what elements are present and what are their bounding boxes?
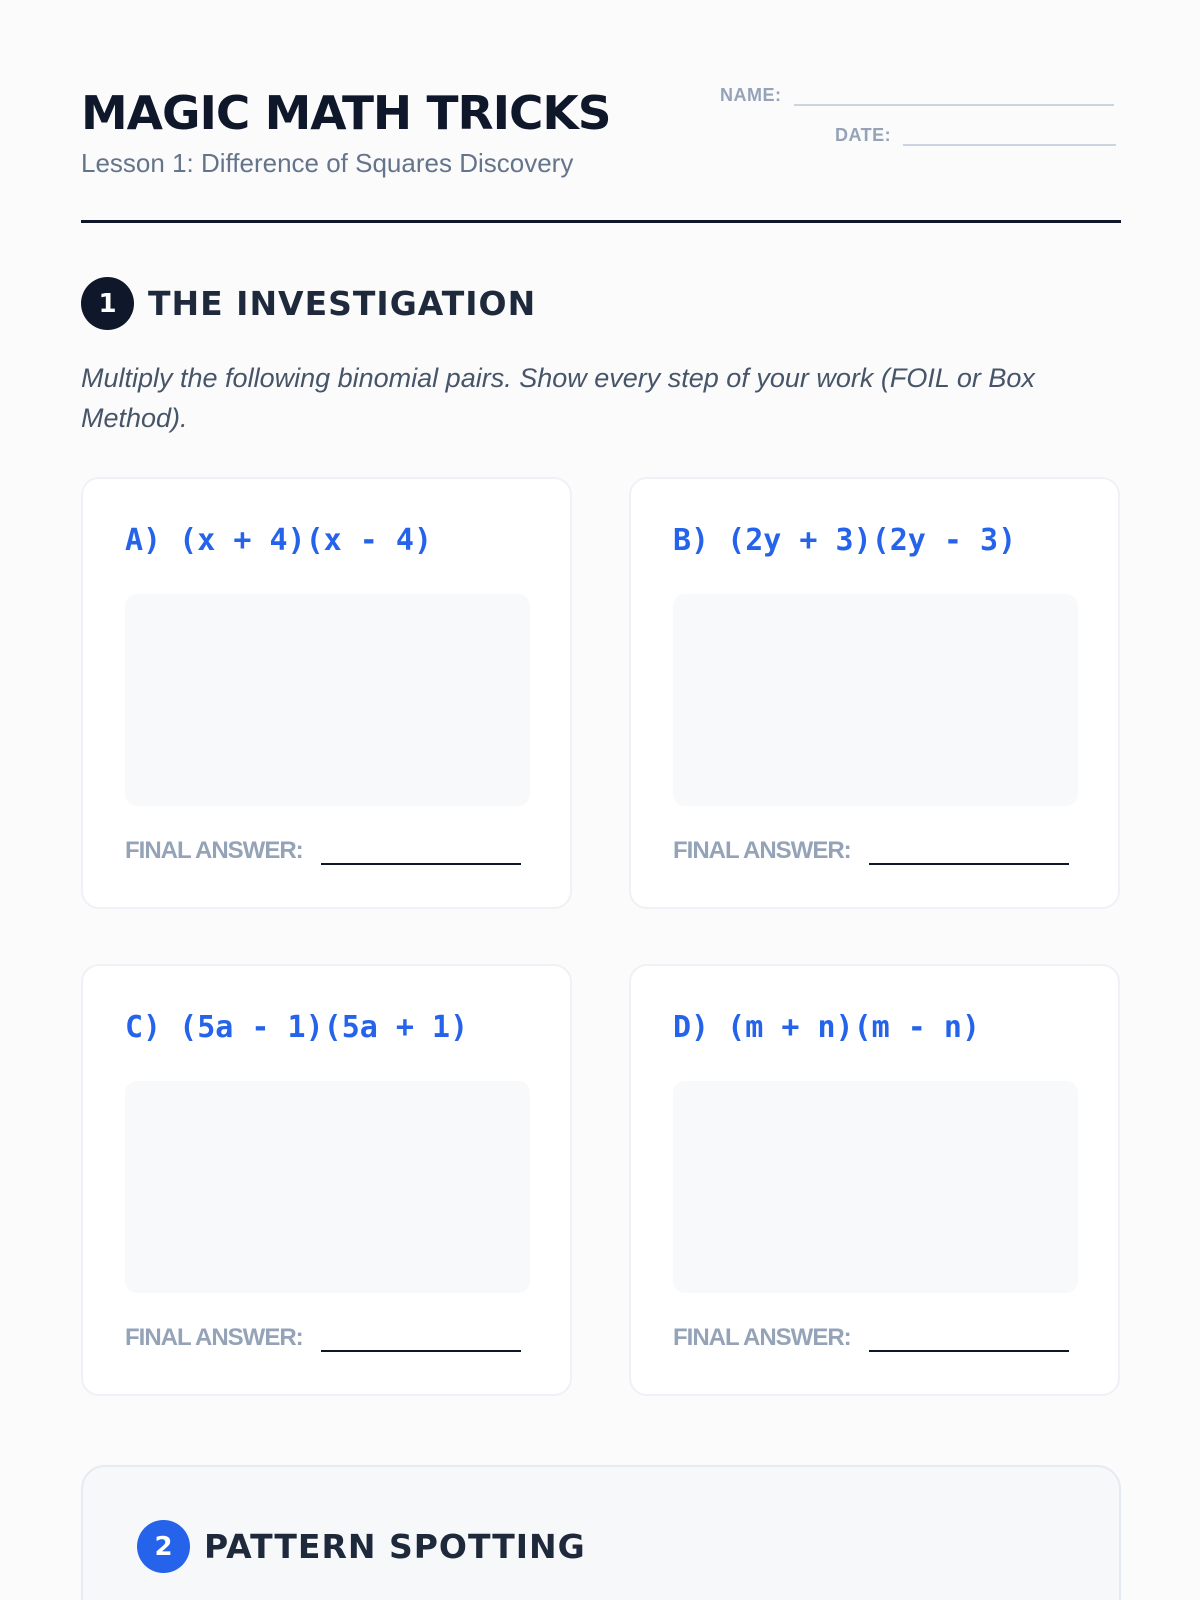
name-label: NAME: — [720, 85, 782, 105]
instructions-text: Multiply the following binomial pairs. Show every step of your work (FOIL or Box Method). — [81, 363, 1035, 433]
date-field[interactable] — [835, 122, 1116, 146]
final-answer-label: FINAL ANSWER: — [125, 837, 303, 864]
final-answer-label: FINAL ANSWER: — [673, 837, 851, 864]
problem-card-d — [629, 964, 1120, 1396]
header-divider — [81, 220, 1121, 223]
worksheet-title: MAGIC MATH TRICKS — [81, 86, 611, 140]
work-area[interactable] — [673, 594, 1078, 806]
problem-card-b — [629, 477, 1120, 909]
final-answer-line[interactable] — [321, 843, 521, 865]
section-number-badge: 1 — [81, 277, 134, 330]
section-title: PATTERN SPOTTING — [204, 1527, 586, 1566]
name-field[interactable] — [720, 82, 1114, 106]
final-answer-label: FINAL ANSWER: — [673, 1324, 851, 1351]
final-answer-row — [125, 837, 521, 865]
section-pattern-heading — [137, 1520, 586, 1573]
date-input-line[interactable] — [903, 122, 1116, 146]
worksheet-header — [81, 82, 1121, 222]
date-label: DATE: — [835, 125, 892, 145]
section-investigation-heading — [81, 277, 536, 330]
problem-expression: D) (m + n)(m - n) — [673, 1010, 981, 1045]
problem-expression: B) (2y + 3)(2y - 3) — [673, 523, 1017, 558]
final-answer-row — [673, 1324, 1069, 1352]
name-input-line[interactable] — [794, 82, 1114, 106]
problem-expression: C) (5a - 1)(5a + 1) — [125, 1010, 469, 1045]
final-answer-row — [125, 1324, 521, 1352]
section-title: THE INVESTIGATION — [148, 284, 537, 323]
final-answer-line[interactable] — [869, 1330, 1069, 1352]
final-answer-label: FINAL ANSWER: — [125, 1324, 303, 1351]
problem-expression: A) (x + 4)(x - 4) — [125, 523, 433, 558]
problem-card-a — [81, 477, 572, 909]
final-answer-line[interactable] — [869, 843, 1069, 865]
section-number-badge: 2 — [137, 1520, 190, 1573]
work-area[interactable] — [673, 1081, 1078, 1293]
work-area[interactable] — [125, 1081, 530, 1293]
final-answer-line[interactable] — [321, 1330, 521, 1352]
problem-card-c — [81, 964, 572, 1396]
work-area[interactable] — [125, 594, 530, 806]
lesson-subtitle: Lesson 1: Difference of Squares Discovery — [81, 148, 574, 178]
final-answer-row — [673, 837, 1069, 865]
pattern-spotting-section — [81, 1465, 1121, 1600]
